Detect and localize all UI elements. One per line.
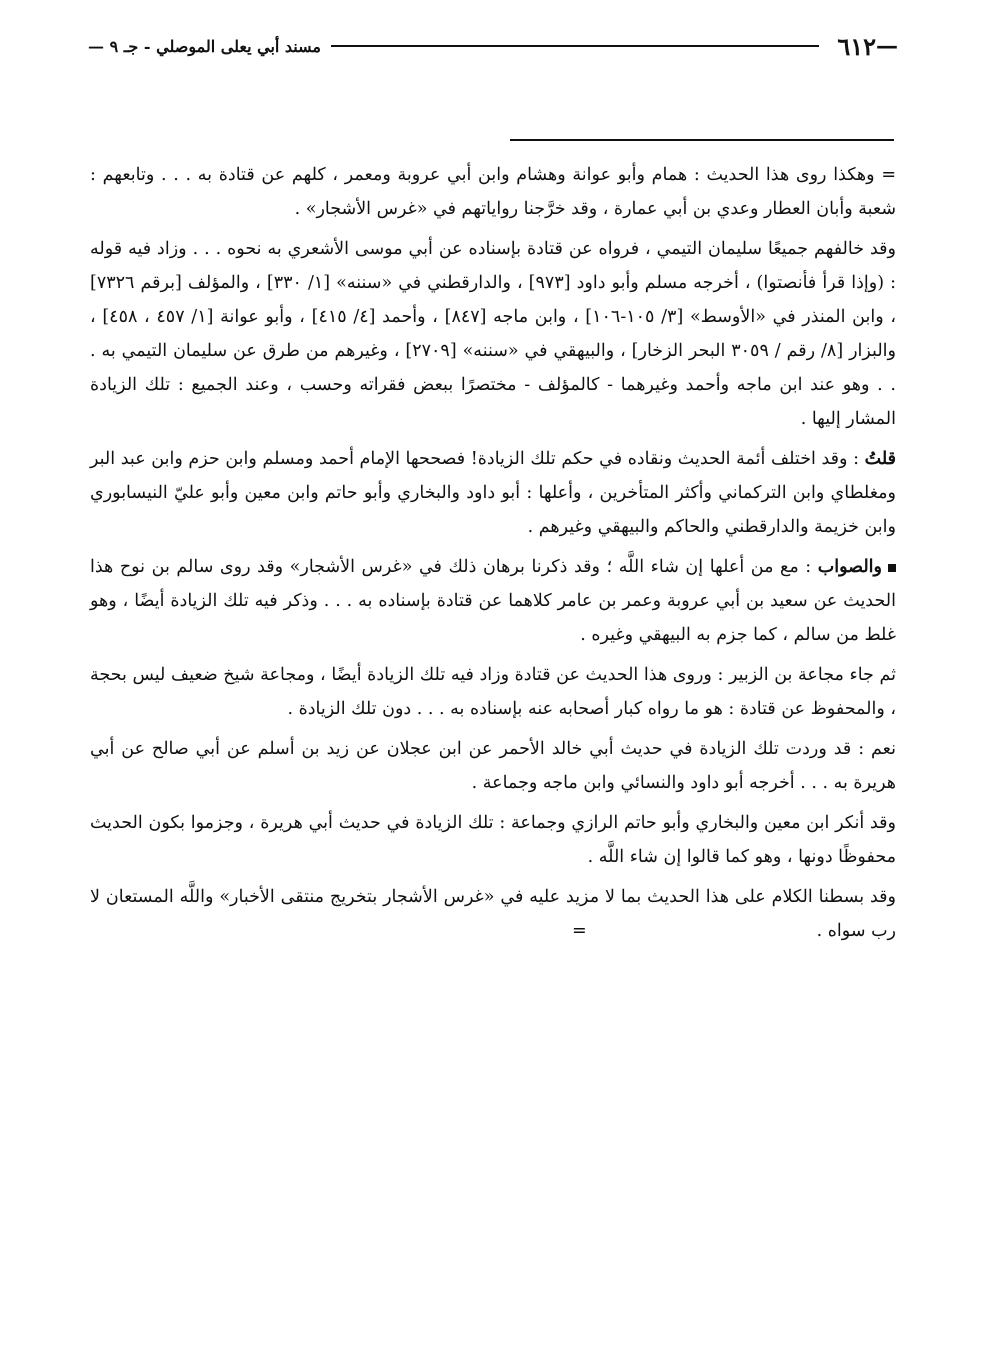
sawab-label: والصواب xyxy=(817,557,882,577)
qultu-label: قلتُ xyxy=(864,449,896,469)
end-continuation-mark: = xyxy=(571,921,587,941)
paragraph-text: وقد بسطنا الكلام على هذا الحديث بما لا مزيد عليه في «غرس الأشجار بتخريج منتقى الأخبار» واللَّه المستعان لا رب سواه . xyxy=(90,887,896,941)
footnote-separator xyxy=(510,139,894,141)
paragraph-text: وهكذا روى هذا الحديث : همام وأبو عوانة وهشام وابن أبي عروبة ومعمر ، كلهم عن قتادة به . . . وتابعهم : شعبة وأبان العطار وعدي بن أبي عمارة ، وقد خرَّجنا رواياتهم في «غرس الأشجار» . xyxy=(90,165,896,219)
header-rule xyxy=(331,45,819,47)
paragraph-text: : مع من أعلها إن شاء اللَّه ؛ وقد ذكرنا برهان ذلك في «غرس الأشجار» وقد روى سالم بن نوح هذا الحديث عن سعيد بن أبي عروبة وعمر بن عامر كلاهما عن قتادة بإسناده به . . . وذكر فيه تلك الزيادة أيضًا ، وهو غلط من سالم ، كما جزم به البيهقي وغيره . xyxy=(90,557,896,645)
paragraph-text: : وقد اختلف أئمة الحديث ونقاده في حكم تلك الزيادة! فصححها الإمام أحمد ومسلم وابن حزم وابن عبد البر ومغلطاي وابن التركماني وأكثر المتأخرين ، وأعلها : أبو داود والبخاري وأبو حاتم وابن معين وأبو عليّ النيسابوري وابن خزيمة والدارقطني والحاكم والبيهقي وغيرهم . xyxy=(90,449,896,537)
running-header xyxy=(88,26,898,66)
square-bullet-icon xyxy=(888,564,896,572)
footnote-body xyxy=(90,158,896,954)
book-title: مسند أبي يعلى الموصلي - جـ ٩ — xyxy=(88,36,321,56)
footnote-paragraph-7: وقد أنكر ابن معين والبخاري وأبو حاتم الرازي وجماعة : تلك الزيادة في حديث أبي هريرة ، وجزموا بكون الحديث محفوظًا دونها ، وهو كما قالوا إن شاء اللَّه . xyxy=(90,813,896,867)
header-dash: — xyxy=(876,33,898,59)
footnote-paragraph-3 xyxy=(90,442,896,544)
footnote-paragraph-2: وقد خالفهم جميعًا سليمان التيمي ، فرواه عن قتادة بإسناده عن أبي موسى الأشعري به نحوه . . . وزاد فيه قوله : (وإذا قرأ فأنصتوا) ، أخرجه مسلم وأبو داود [٩٧٣] ، والدارقطني في «سننه» [١/ ٣٣٠] ، والمؤلف [برقم ٧٣٢٦] ، وابن المنذر في «الأوسط» [٣/ ١٠٥-١٠٦] ، وابن ماجه [٨٤٧] ، وأحمد [٤/ ٤١٥] ، وأبو عوانة [١/ ٤٥٧ ، ٤٥٨] ، والبزار [٨/ رقم / ٣٠٥٩ البحر الزخار] ، والبيهقي في «سننه» [٢٧٠٩] ، وغيرهم من طرق عن سليمان التيمي به . . . وهو عند ابن ماجه وأحمد وغيرهما - كالمؤلف - مختصرًا ببعض فقراته وحسب ، وعند الجميع : تلك الزيادة المشار إليها . xyxy=(90,239,897,429)
continuation-mark: = xyxy=(881,165,896,185)
footnote-paragraph-8 xyxy=(90,880,896,948)
footnote-paragraph-1 xyxy=(90,158,896,226)
page-number: ٦١٢ xyxy=(837,31,876,61)
footnote-paragraph-5: ثم جاء مجاعة بن الزبير : وروى هذا الحديث عن قتادة وزاد فيه تلك الزيادة أيضًا ، ومجاعة شيخ ضعيف ليس بحجة ، والمحفوظ عن قتادة : هو ما رواه كبار أصحابه عنه بإسناده به . . . دون تلك الزيادة . xyxy=(90,665,896,719)
footnote-paragraph-6: نعم : قد وردت تلك الزيادة في حديث أبي خالد الأحمر عن ابن عجلان عن زيد بن أسلم عن أبي صالح عن أبي هريرة به . . . أخرجه أبو داود والنسائي وابن ماجه وجماعة . xyxy=(90,739,896,793)
footnote-paragraph-4 xyxy=(90,550,896,652)
